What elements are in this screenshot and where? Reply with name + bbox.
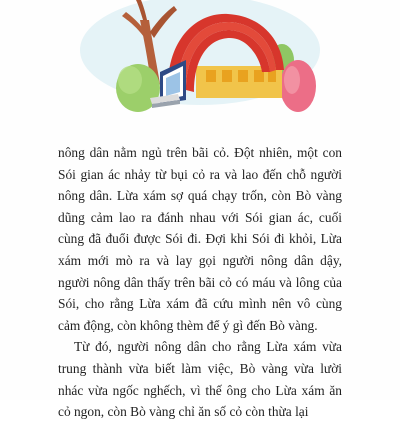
story-paragraph: nông dân nằm ngủ trên bãi cỏ. Đột nhiên, một con Sói gian ác nhảy từ bụi cỏ ra và lao đến chỗ người nông dân. Lừa xám sợ quá chạy trốn, còn Bò vàng dũng cảm lao ra đánh nhau với Sói gian ác, cuối cùng đã đuổi được Sói đi. Đợi khi Sói đi khỏi, Lừa xám mới mò ra và lay gọi người nông dân dậy, người nông dân thấy trên bãi cỏ có máu và lông của Sói, cho rằng Lừa xám đã cứu mình nên vô cùng cảm động, còn không thèm để ý gì đến Bò vàng.: [58, 145, 342, 333]
window: [206, 70, 216, 82]
story-text: [58, 142, 342, 423]
story-paragraph: Từ đó, người nông dân cho rằng Lừa xám vừa trung thành vừa biết làm việc, Bò vàng vừa lười nhác vừa ngốc nghếch, vì thế ông cho Lừa xám ăn cỏ ngon, còn Bò vàng chỉ ăn số cỏ còn thừa lại: [58, 339, 342, 420]
cottage-illustration: [0, 0, 400, 120]
